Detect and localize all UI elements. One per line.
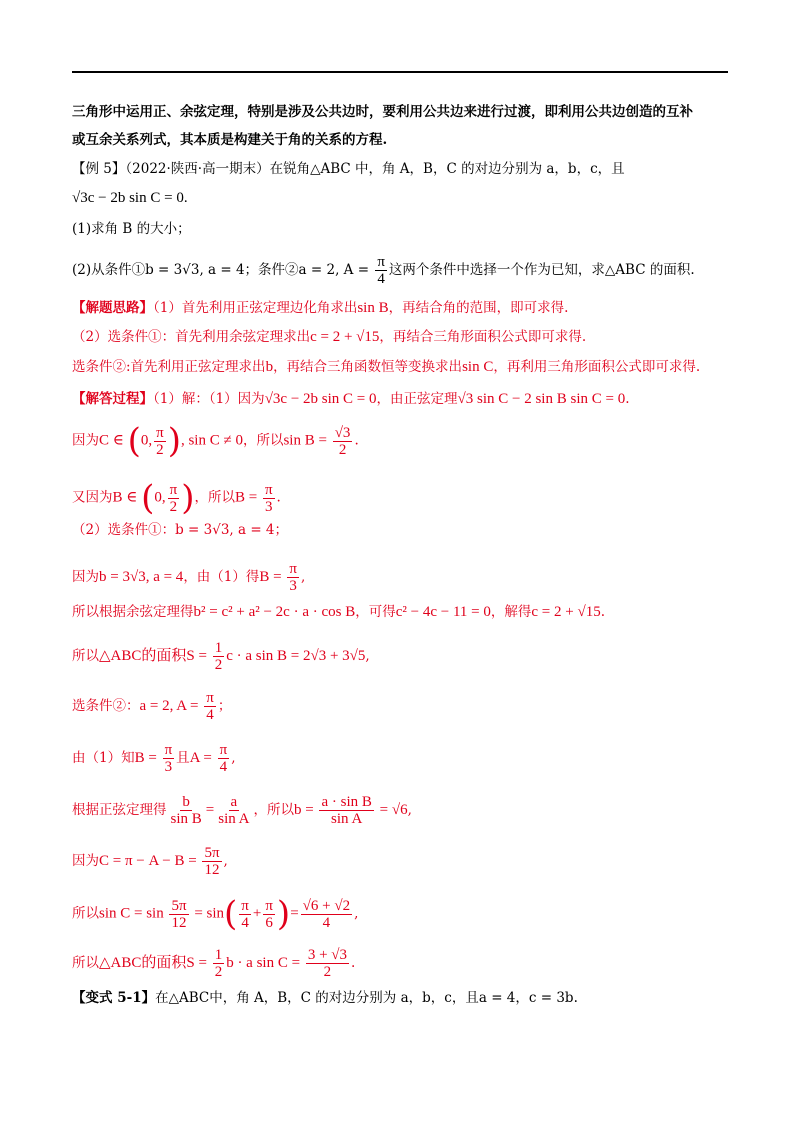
process-text: ，所以 bbox=[242, 432, 284, 449]
process-6: 所以根据余弦定理得b² = c² + a² − 2c · a · cos B，可得c² − 4c − 11 = 0，解得c = 2 + √15. bbox=[72, 604, 605, 620]
fraction-numerator: π bbox=[206, 690, 214, 706]
fraction-numerator: π bbox=[264, 481, 273, 498]
fraction bbox=[154, 425, 166, 458]
fraction-numerator: π bbox=[377, 254, 385, 270]
fraction-numerator: √3 bbox=[334, 424, 351, 441]
thinking-1 bbox=[72, 298, 732, 318]
fraction bbox=[306, 947, 349, 980]
process-math: √3 sin C − 2 sin B sin C = 0 bbox=[457, 391, 626, 407]
question-2-conditions: (2)从条件①b = 3√3, a = 4；条件②a = 2, A = bbox=[72, 262, 374, 278]
fraction-denominator: 2 bbox=[323, 964, 332, 980]
process-math: △ABC的面积S = bbox=[99, 648, 211, 664]
thinking-text: （1）首先利用正弦定理边化角求出 bbox=[153, 300, 358, 316]
thinking-text: 选条件②:首先利用正弦定理求出 bbox=[72, 359, 266, 375]
fraction-denominator: sin A bbox=[331, 811, 363, 827]
question-2 bbox=[72, 254, 732, 287]
process-text: ，所以 bbox=[253, 802, 294, 818]
process-math: C = π − A − B = bbox=[99, 853, 201, 869]
process-text: ，可得 bbox=[355, 604, 396, 620]
fraction-denominator: 4 bbox=[206, 707, 214, 723]
process-text: ，由正弦定理 bbox=[376, 391, 458, 407]
fraction bbox=[163, 742, 175, 775]
fraction bbox=[202, 845, 221, 878]
example-equation: √3c − 2b sin C = 0. bbox=[72, 190, 188, 206]
fraction-numerator: a · sin B bbox=[321, 794, 372, 810]
question-2-ask: 这两个条件中选择一个作为已知，求△ABC 的面积. bbox=[388, 262, 695, 278]
process-4: （2）选条件①：b = 3√3, a = 4； bbox=[72, 522, 289, 538]
process-math: a = 2, A = bbox=[139, 698, 203, 714]
process-math: b = bbox=[294, 802, 318, 818]
process-math: , sin C ≠ 0 bbox=[180, 432, 243, 449]
question-1: (1)求角 B 的大小； bbox=[72, 221, 191, 237]
intro-line-2: 或互余关系列式，其本质是构建关于角的关系的方程. bbox=[72, 132, 388, 148]
fraction-numerator: √6 + √2 bbox=[302, 897, 351, 914]
fraction bbox=[169, 794, 204, 827]
process-text: 选条件②： bbox=[72, 698, 140, 714]
process-math: √3c − 2b sin C = 0 bbox=[264, 391, 377, 407]
thinking-text: （2）选条件①：首先利用余弦定理求出 bbox=[72, 329, 311, 345]
process-8: 选条件②：a = 2, A = $\frac{\pi}{4}$ ； bbox=[72, 690, 232, 723]
thinking-text: ，再结合三角形面积公式即可求得. bbox=[379, 329, 587, 345]
intro-line-1: 三角形中运用正、余弦定理，特别是涉及公共边时，要利用公共边来进行过渡，即利用公共边创造的互补 bbox=[72, 104, 693, 120]
process-text: 因为 bbox=[72, 432, 99, 449]
process-math: = sin bbox=[190, 905, 225, 922]
process-11: 因为C = π − A − B = $\frac{5\pi}{12}$ , bbox=[72, 845, 228, 878]
process-math: b = 3√3, a = 4 bbox=[99, 569, 184, 585]
fraction-denominator: 3 bbox=[164, 759, 173, 775]
process-text: 所以 bbox=[72, 955, 99, 971]
example-stem bbox=[72, 159, 732, 179]
fraction-numerator: a bbox=[230, 794, 238, 810]
process-math: △ABC的面积S = bbox=[99, 955, 211, 971]
thinking-text: ，再利用三角形面积公式即可求得. bbox=[493, 359, 701, 375]
fraction-denominator: 2 bbox=[338, 441, 347, 458]
thinking-tag: 【解题思路】 bbox=[72, 300, 153, 316]
fraction-denominator: 12 bbox=[204, 862, 220, 878]
fraction-denominator: 4 bbox=[219, 759, 228, 775]
fraction bbox=[263, 482, 275, 515]
fraction-numerator: π bbox=[289, 561, 297, 577]
thinking-text: ，再结合三角函数恒等变换求出 bbox=[273, 359, 463, 375]
fraction-denominator: 4 bbox=[322, 914, 331, 931]
fraction bbox=[218, 742, 230, 775]
paren-open: ( bbox=[127, 421, 141, 461]
process-text: 因为 bbox=[72, 853, 99, 869]
process-text: 由（1）知 bbox=[72, 750, 135, 766]
example-tag: 【例 5】 bbox=[72, 161, 126, 177]
fraction bbox=[168, 482, 180, 515]
process-text: ，由（1）得 bbox=[183, 569, 260, 585]
variant-5-1 bbox=[72, 988, 732, 1008]
process-math: C ∈ bbox=[99, 432, 128, 449]
fraction bbox=[375, 254, 387, 287]
fraction-denominator: 12 bbox=[171, 914, 187, 931]
variant-tag: 【变式 5-1】 bbox=[72, 990, 156, 1006]
fraction-denominator: 6 bbox=[265, 914, 273, 931]
fraction bbox=[213, 947, 225, 980]
fraction-denominator: sin B bbox=[170, 811, 202, 827]
thinking-3 bbox=[72, 357, 732, 377]
process-text: 所以 bbox=[72, 905, 99, 922]
paren-open: ( bbox=[224, 894, 238, 934]
process-2: 因为C ∈ (0, $\frac{\pi}{2}$ ), sin C ≠ 0，所以sin B = $\frac{√3}{2}$ . bbox=[72, 421, 359, 461]
process-text: 所以 bbox=[72, 648, 99, 664]
process-12: 所以sin C = sin $\frac{5\pi}{12}$ = sin( $\frac{\pi}{4}$ + $\frac{\pi}{6}$ )= $\frac{√6 + √2}{4}$ , bbox=[72, 894, 359, 934]
process-math: c = 2 + √15 bbox=[531, 604, 601, 620]
paren-close: ) bbox=[167, 421, 181, 461]
fraction bbox=[204, 690, 216, 723]
process-math: sin B = bbox=[283, 432, 331, 449]
process-text: 根据正弦定理得 bbox=[72, 802, 167, 818]
process-3: 又因为B ∈ (0, $\frac{\pi}{2}$ )，所以B = $\frac{\pi}{3}$ . bbox=[72, 478, 281, 518]
fraction-numerator: 1 bbox=[214, 947, 223, 963]
process-math: B ∈ bbox=[112, 489, 142, 506]
fraction bbox=[263, 898, 275, 931]
fraction-denominator: 4 bbox=[377, 271, 385, 287]
fraction-denominator: 2 bbox=[214, 964, 223, 980]
process-1 bbox=[72, 389, 732, 409]
process-math: B = bbox=[234, 489, 261, 506]
process-7: 所以△ABC的面积S = $\frac{1}{2}$ c · a sin B = 2√3 + 3√5, bbox=[72, 640, 370, 673]
process-text: ，所以 bbox=[194, 489, 235, 506]
fraction bbox=[213, 640, 225, 673]
fraction-numerator: 5π bbox=[204, 845, 220, 861]
thinking-math: b bbox=[265, 359, 274, 375]
process-10: 根据正弦定理得 $\frac{b}{\text{sin B}}$ = $\frac{a}{\text{sin A}}$ ，所以b = $\frac{\text{a · sin B}}{\text{sin A}}$ = √6, bbox=[72, 794, 412, 827]
fraction-numerator: π bbox=[156, 424, 164, 441]
process-math: b · a sin C = bbox=[226, 955, 304, 971]
variant-text: 在△ABC中，角 A，B，C 的对边分别为 a，b，c，且a = 4，c = 3b. bbox=[155, 990, 578, 1006]
fraction-numerator: π bbox=[219, 742, 228, 758]
fraction-denominator: 2 bbox=[214, 657, 223, 673]
paren-close: ) bbox=[181, 478, 195, 518]
process-text: . bbox=[625, 391, 630, 407]
fraction bbox=[301, 898, 352, 931]
fraction-numerator: b bbox=[182, 794, 190, 810]
process-tag: 【解答过程】 bbox=[72, 391, 153, 407]
thinking-2 bbox=[72, 327, 732, 347]
process-math: c · a sin B = 2√3 + 3√5 bbox=[226, 648, 366, 664]
fraction-denominator: 2 bbox=[156, 441, 164, 458]
paren-close: ) bbox=[276, 894, 291, 934]
fraction-numerator: 5π bbox=[171, 897, 187, 914]
process-math: B = bbox=[134, 750, 161, 766]
process-text: （1）解：（1）因为 bbox=[153, 391, 265, 407]
process-text: 又因为 bbox=[72, 489, 113, 506]
fraction bbox=[239, 898, 251, 931]
fraction bbox=[216, 794, 251, 827]
process-math: sin C = sin bbox=[99, 905, 168, 922]
process-text: 所以根据余弦定理得 bbox=[72, 604, 194, 620]
fraction bbox=[333, 425, 353, 458]
process-13: 所以△ABC的面积S = $\frac{1}{2}$ b · a sin C = $\frac{3 + √3}{2}$ . bbox=[72, 947, 356, 980]
process-math: c² − 4c − 11 = 0 bbox=[395, 604, 491, 620]
thinking-math: sin B bbox=[357, 300, 389, 316]
fraction-numerator: π bbox=[241, 897, 249, 914]
example-stem-1: （2022·陕西·高一期末）在锐角△ABC 中，角 A，B，C 的对边分别为 a，b，c，且 bbox=[125, 161, 625, 177]
process-math: B = bbox=[259, 569, 286, 585]
fraction bbox=[287, 561, 299, 594]
process-math: = √6 bbox=[375, 802, 408, 818]
fraction-denominator: 3 bbox=[289, 578, 297, 594]
fraction-numerator: π bbox=[265, 897, 273, 914]
fraction-numerator: π bbox=[169, 481, 178, 498]
thinking-math: c = 2 + √15 bbox=[310, 329, 380, 345]
fraction-denominator: 4 bbox=[241, 914, 249, 931]
thinking-text: ，再结合角的范围，即可求得. bbox=[388, 300, 569, 316]
fraction-denominator: 2 bbox=[169, 498, 178, 515]
fraction-denominator: sin A bbox=[218, 811, 250, 827]
process-math: A = bbox=[189, 750, 216, 766]
fraction-numerator: 3 + √3 bbox=[307, 947, 348, 963]
process-text: 因为 bbox=[72, 569, 99, 585]
process-math: b² = c² + a² − 2c · a · cos B bbox=[193, 604, 356, 620]
fraction-denominator: 3 bbox=[264, 498, 273, 515]
thinking-math: sin C bbox=[462, 359, 494, 375]
fraction bbox=[169, 898, 188, 931]
top-rule bbox=[72, 71, 728, 73]
process-text: 且 bbox=[176, 750, 190, 766]
paren-open: ( bbox=[141, 478, 155, 518]
process-5: 因为b = 3√3, a = 4，由（1）得B = $\frac{\pi}{3}$ , bbox=[72, 561, 306, 594]
process-9: 由（1）知B = $\frac{\pi}{3}$ 且A = $\frac{\pi}{4}$ , bbox=[72, 742, 236, 775]
fraction-numerator: 1 bbox=[214, 640, 223, 656]
fraction bbox=[319, 794, 373, 827]
process-text: ，解得 bbox=[490, 604, 532, 620]
fraction-numerator: π bbox=[164, 742, 173, 758]
